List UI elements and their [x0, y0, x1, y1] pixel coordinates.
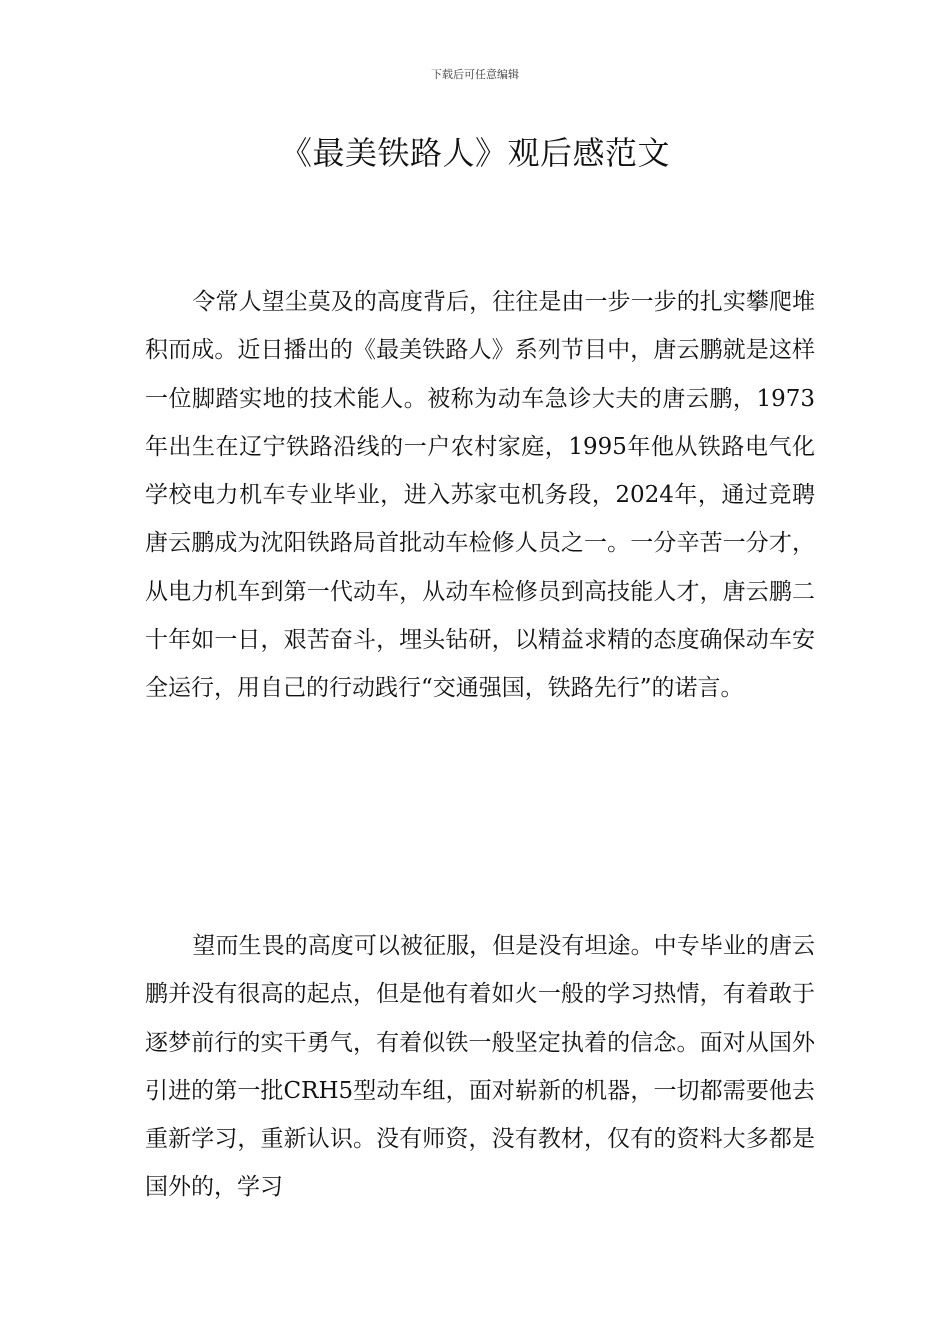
body-paragraph: 令常人望尘莫及的高度背后，往往是由一步一步的扎实攀爬堆积而成。近日播出的《最美铁路人》系列节目中，唐云鹏就是这样一位脚踏实地的技术能人。被称为动车急诊大夫的唐云鹏，1973年出生在辽宁铁路沿线的一户农村家庭，1995年他从铁路电气化学校电力机车专业毕业，进入苏家屯机务段，2024年，通过竞聘唐云鹏成为沈阳铁路局首批动车检修人员之一。一分辛苦一分才，从电力机车到第一代动车，从动车检修员到高技能人才，唐云鹏二十年如一日，艰苦奋斗，埋头钻研，以精益求精的态度确保动车安全运行，用自己的行动践行“交通强国，铁路先行”的诺言。 [145, 289, 815, 702]
body-paragraph: 望而生畏的高度可以被征服，但是没有坦途。中专毕业的唐云鹏并没有很高的起点，但是他有着如火一般的学习热情，有着敢于逐梦前行的实干勇气，有着似铁一般坚定执着的信念。面对从国外引进的第一批CRH5型动车组，面对崭新的机器，一切都需要他去重新学习，重新认识。没有师资，没有教材，仅有的资料大多都是国外的，学习 [145, 933, 815, 1201]
page-header-note: 下载后可任意编辑 [431, 68, 519, 81]
document-title: 《最美铁路人》观后感范文 [279, 134, 670, 172]
